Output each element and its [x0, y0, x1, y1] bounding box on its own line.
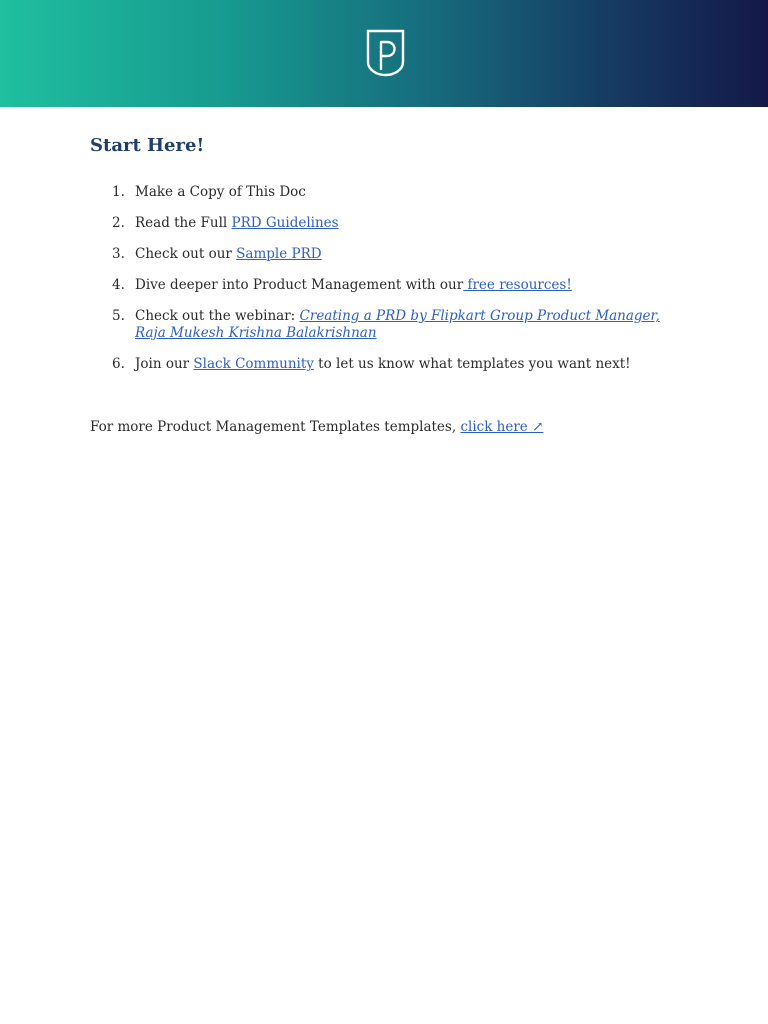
slack-community-link[interactable]: Slack Community	[193, 356, 314, 372]
header-banner	[0, 0, 768, 107]
step-text: Join our	[135, 356, 194, 372]
sample-prd-link[interactable]: Sample PRD	[236, 246, 322, 262]
page-title: Start Here!	[90, 135, 205, 156]
list-number: 1.	[112, 184, 125, 200]
list-item-prd-guidelines	[90, 215, 690, 232]
list-number: 2.	[112, 215, 125, 231]
prd-guidelines-link[interactable]: PRD Guidelines	[231, 215, 339, 231]
list-number: 5.	[112, 308, 125, 324]
click-here-link[interactable]: click here ↗	[460, 419, 544, 435]
free-resources-link[interactable]: free resources!	[463, 277, 572, 293]
step-text: Check out the webinar:	[135, 308, 300, 324]
webinar-link[interactable]: Creating a PRD by Flipkart Group Product Manager, Raja Mukesh Krishna Balakrishnan	[135, 308, 660, 341]
list-number: 6.	[112, 356, 125, 372]
step-text: Dive deeper into Product Management with our	[135, 277, 464, 293]
step-text: Check out our	[135, 246, 237, 262]
more-templates-line	[90, 419, 543, 436]
list-item-webinar	[90, 308, 690, 342]
main-content	[90, 132, 690, 435]
list-number: 3.	[112, 246, 125, 262]
list-item-free-resources	[90, 277, 690, 294]
list-item-sample-prd	[90, 246, 690, 263]
step-text: Read the Full	[135, 215, 232, 231]
list-item-copy-doc	[90, 184, 690, 201]
list-number: 4.	[112, 277, 125, 293]
product-logo-icon	[366, 29, 405, 77]
steps-list	[90, 184, 690, 387]
step-text-suffix: to let us know what templates you want next!	[313, 356, 631, 372]
step-text: Make a Copy of This Doc	[135, 184, 306, 200]
list-item-slack-community	[90, 356, 690, 373]
more-templates-text: For more Product Management Templates templates,	[90, 419, 461, 435]
